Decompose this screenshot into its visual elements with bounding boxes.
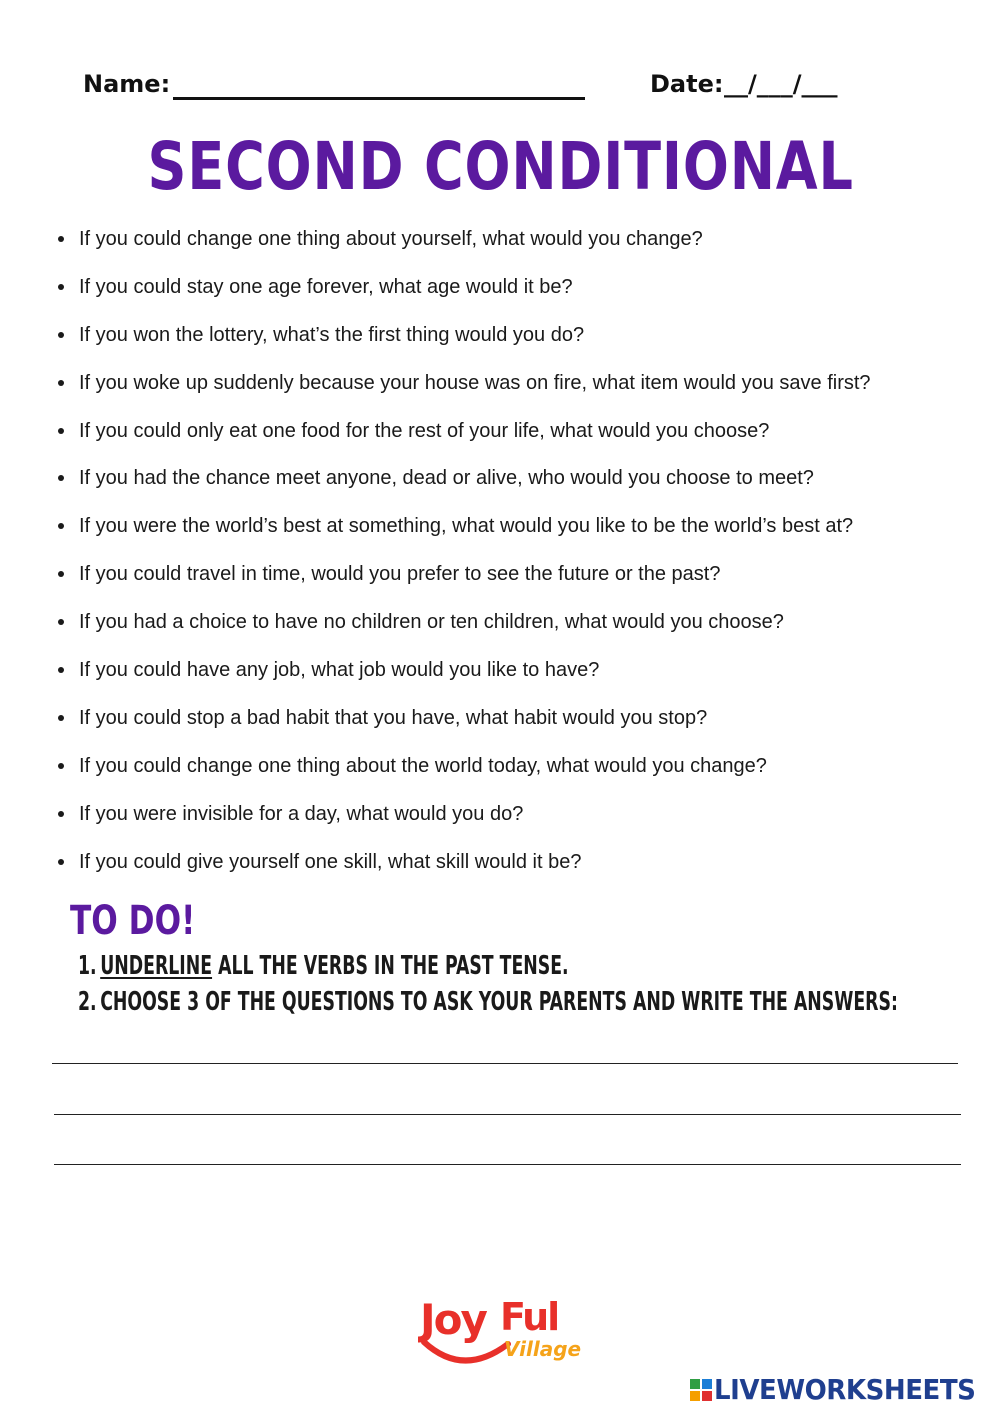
svg-text:Joy: Joy xyxy=(420,1295,486,1344)
bullet-icon xyxy=(58,811,64,817)
question-item xyxy=(58,416,978,464)
question-text: If you could have any job, what job would you like to have? xyxy=(79,659,600,682)
bullet-icon xyxy=(58,619,64,625)
question-text: If you were invisible for a day, what would you do? xyxy=(79,802,524,825)
question-item xyxy=(58,655,978,703)
question-item xyxy=(58,559,978,607)
question-item xyxy=(58,847,978,895)
bullet-icon xyxy=(58,428,64,434)
question-text: If you could change one thing about the world today, what would you change? xyxy=(79,754,767,777)
worksheet-header xyxy=(83,66,903,106)
todo-heading: TO DO! xyxy=(70,898,196,944)
watermark-text: LIVEWORKSHEETS xyxy=(714,1373,976,1406)
task-number: 1. xyxy=(78,951,97,981)
question-item xyxy=(58,799,978,847)
question-item xyxy=(58,368,978,416)
bullet-icon xyxy=(58,475,64,481)
answer-line-2[interactable] xyxy=(54,1114,961,1115)
bullet-icon xyxy=(58,763,64,769)
svg-text:Village: Village xyxy=(504,1337,582,1361)
todo-task-1 xyxy=(78,948,898,984)
question-item xyxy=(58,320,978,368)
question-text: If you woke up suddenly because your house was on fire, what item would you save first? xyxy=(79,371,871,394)
date-label: Date: xyxy=(650,70,724,98)
bullet-icon xyxy=(58,859,64,865)
question-text: If you could stop a bad habit that you have, what habit would you stop? xyxy=(79,706,708,729)
bullet-icon xyxy=(58,284,64,290)
question-item xyxy=(58,272,978,320)
question-text: If you could give yourself one skill, what skill would it be? xyxy=(79,850,582,873)
svg-text:Ful: Ful xyxy=(500,1295,559,1339)
question-item xyxy=(58,511,978,559)
question-item xyxy=(58,463,978,511)
joyful-village-logo-graphic xyxy=(418,1290,588,1370)
bullet-icon xyxy=(58,571,64,577)
question-item xyxy=(58,751,978,799)
name-label: Name: xyxy=(83,70,171,98)
question-text: If you won the lottery, what’s the first thing would you do? xyxy=(79,323,585,346)
task-text: ALL THE VERBS IN THE PAST TENSE. xyxy=(212,951,569,981)
joyful-village-logo xyxy=(418,1290,588,1370)
question-list xyxy=(58,224,978,894)
question-text: If you could stay one age forever, what age would it be? xyxy=(79,275,573,298)
question-text: If you were the world’s best at something, what would you like to be the world’s best at? xyxy=(79,515,854,538)
question-text: If you could travel in time, would you prefer to see the future or the past? xyxy=(79,563,721,586)
question-text: If you could change one thing about yourself, what would you change? xyxy=(79,228,703,250)
todo-task-2 xyxy=(78,984,898,1020)
bullet-icon xyxy=(58,715,64,721)
task-text: CHOOSE 3 OF THE QUESTIONS TO ASK YOUR PARENTS AND WRITE THE ANSWERS: xyxy=(100,987,898,1017)
question-item xyxy=(58,607,978,655)
question-item xyxy=(58,224,978,272)
question-item xyxy=(58,703,978,751)
bullet-icon xyxy=(58,332,64,338)
todo-task-list xyxy=(78,948,999,1020)
page-title: SECOND CONDITIONAL xyxy=(147,128,854,205)
task-number: 2. xyxy=(78,987,97,1017)
bullet-icon xyxy=(58,380,64,386)
bullet-icon xyxy=(58,236,64,242)
liveworksheets-watermark xyxy=(690,1373,990,1409)
name-input-line[interactable] xyxy=(173,97,585,100)
question-text: If you had a choice to have no children or ten children, what would you choose? xyxy=(79,611,784,634)
question-text: If you had the chance meet anyone, dead or alive, who would you choose to meet? xyxy=(79,467,814,490)
bullet-icon xyxy=(58,667,64,673)
task-underlined-word: UNDERLINE xyxy=(100,951,213,981)
question-text: If you could only eat one food for the rest of your life, what would you choose? xyxy=(79,419,770,442)
liveworksheets-icon xyxy=(690,1379,712,1401)
bullet-icon xyxy=(58,523,64,529)
answer-line-1[interactable] xyxy=(52,1063,958,1064)
answer-line-3[interactable] xyxy=(54,1164,961,1165)
date-input-blanks[interactable]: __/___/___ xyxy=(724,70,838,98)
